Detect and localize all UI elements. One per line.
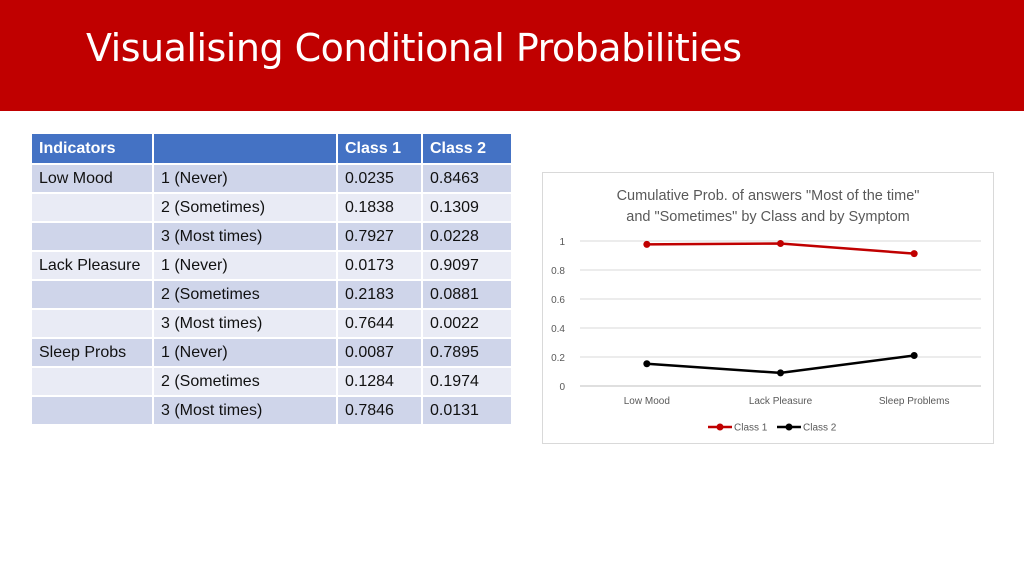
class-1-cell: 0.7644 (337, 309, 422, 338)
y-tick-label: 1 (559, 237, 565, 248)
class-2-cell: 0.8463 (422, 164, 512, 193)
indicator-cell (31, 367, 153, 396)
table-row (31, 367, 512, 396)
class-1-cell: 0.7846 (337, 396, 422, 425)
indicator-cell: Low Mood (31, 164, 153, 193)
chart-container (542, 172, 994, 444)
indicator-cell (31, 280, 153, 309)
class-2-cell: 0.1309 (422, 193, 512, 222)
class-2-cell: 0.0228 (422, 222, 512, 251)
table-header-row (31, 133, 512, 164)
indicator-cell: Sleep Probs (31, 338, 153, 367)
data-point (643, 360, 650, 367)
table-row (31, 309, 512, 338)
indicator-cell (31, 193, 153, 222)
class-2-cell: 0.9097 (422, 251, 512, 280)
indicator-cell (31, 309, 153, 338)
response-cell: 2 (Sometimes (153, 280, 337, 309)
response-cell: 2 (Sometimes (153, 367, 337, 396)
class-2-cell: 0.7895 (422, 338, 512, 367)
class-1-cell: 0.0173 (337, 251, 422, 280)
data-point (643, 241, 650, 248)
response-cell: 2 (Sometimes) (153, 193, 337, 222)
y-tick-label: 0.6 (551, 295, 565, 306)
header-indicators: Indicators (31, 133, 153, 164)
response-cell: 3 (Most times) (153, 309, 337, 338)
legend-marker (786, 424, 793, 431)
x-tick-label: Sleep Problems (878, 396, 950, 407)
response-cell: 1 (Never) (153, 164, 337, 193)
header-response (153, 133, 337, 164)
table-row (31, 164, 512, 193)
data-point (911, 250, 918, 257)
response-cell: 1 (Never) (153, 251, 337, 280)
class-1-cell: 0.1838 (337, 193, 422, 222)
legend-label: Class 2 (803, 422, 837, 434)
line-chart (543, 173, 993, 443)
y-tick-label: 0.2 (551, 353, 565, 364)
class-1-cell: 0.2183 (337, 280, 422, 309)
x-tick-label: Lack Pleasure (748, 396, 813, 407)
chart-title-line: and "Sometimes" by Class and by Symptom (626, 209, 910, 225)
response-cell: 1 (Never) (153, 338, 337, 367)
table-body (31, 164, 512, 425)
data-point (777, 240, 784, 247)
class-1-cell: 0.1284 (337, 367, 422, 396)
class-1-cell: 0.7927 (337, 222, 422, 251)
table-row (31, 396, 512, 425)
y-tick-label: 0.8 (551, 266, 565, 277)
data-point (911, 352, 918, 359)
table-row (31, 338, 512, 367)
header-class-2: Class 2 (422, 133, 512, 164)
response-cell: 3 (Most times) (153, 396, 337, 425)
table-row (31, 193, 512, 222)
chart-title-line: Cumulative Prob. of answers "Most of the time" (616, 188, 920, 204)
x-tick-label: Low Mood (623, 396, 670, 407)
title-bar (0, 0, 1024, 111)
conditional-probability-table (30, 132, 513, 426)
y-tick-label: 0 (559, 382, 565, 393)
header-class-1: Class 1 (337, 133, 422, 164)
indicator-cell (31, 222, 153, 251)
table-row (31, 222, 512, 251)
legend-label: Class 1 (734, 422, 768, 434)
class-2-cell: 0.0881 (422, 280, 512, 309)
data-point (777, 369, 784, 376)
class-2-cell: 0.1974 (422, 367, 512, 396)
table-row (31, 280, 512, 309)
response-cell: 3 (Most times) (153, 222, 337, 251)
indicator-cell: Lack Pleasure (31, 251, 153, 280)
legend-marker (717, 424, 724, 431)
slide-title: Visualising Conditional Probabilities (86, 26, 742, 70)
table-row (31, 251, 512, 280)
class-2-cell: 0.0131 (422, 396, 512, 425)
indicator-cell (31, 396, 153, 425)
class-1-cell: 0.0235 (337, 164, 422, 193)
class-1-cell: 0.0087 (337, 338, 422, 367)
y-tick-label: 0.4 (551, 324, 565, 335)
class-2-cell: 0.0022 (422, 309, 512, 338)
